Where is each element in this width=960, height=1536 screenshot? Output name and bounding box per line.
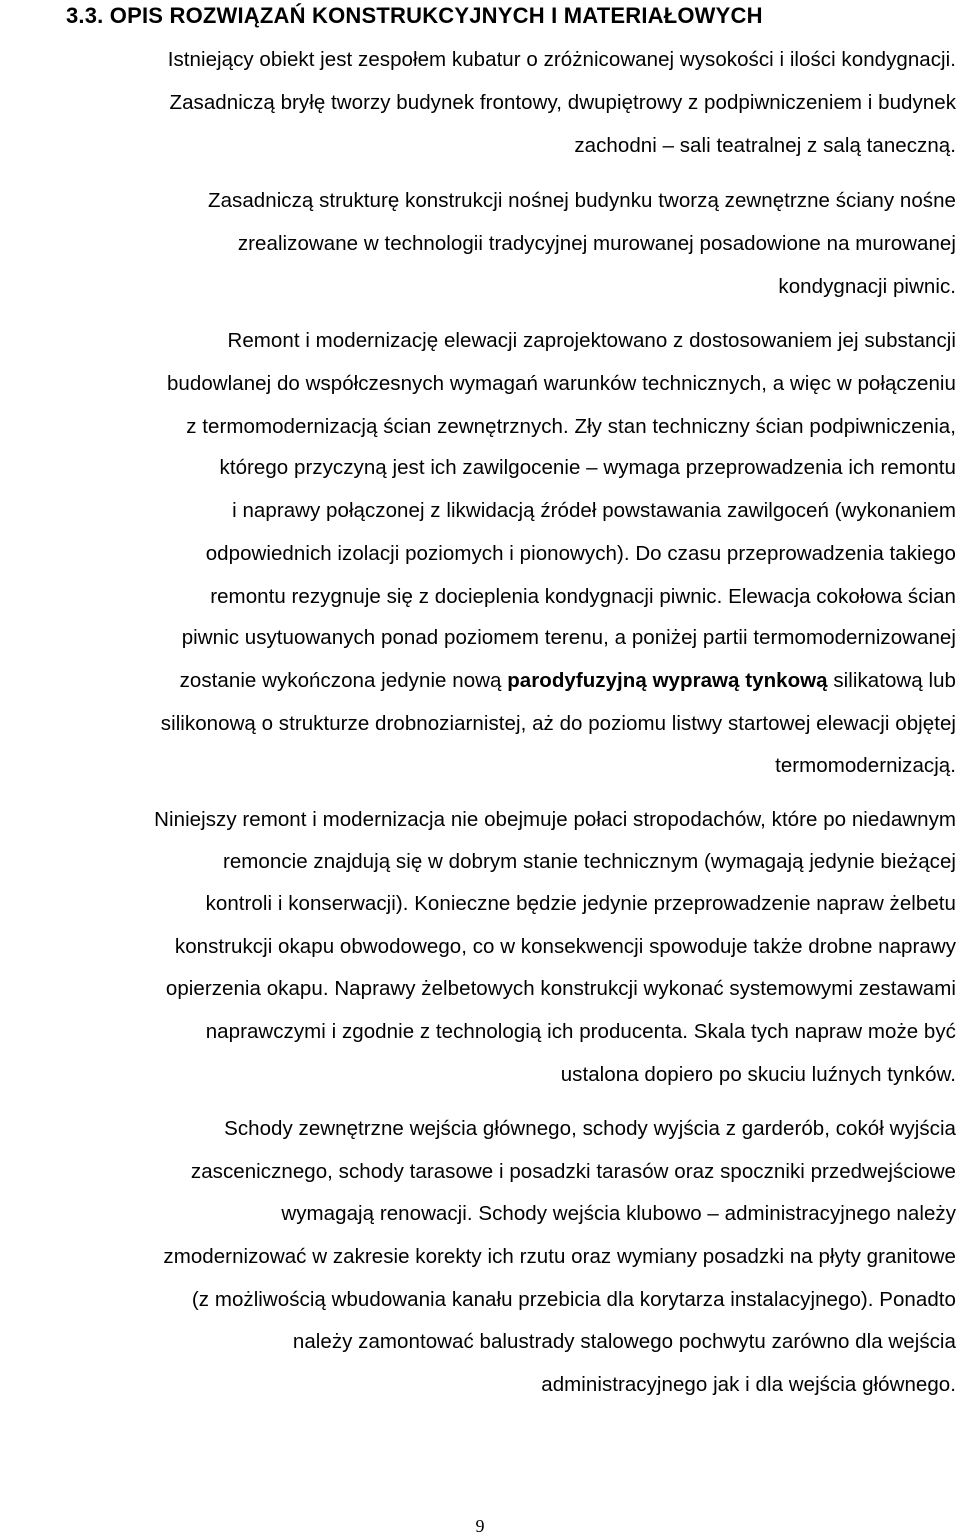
text-line: opierzenia okapu. Naprawy żelbetowych konstrukcji wykonać systemowymi zestawami xyxy=(165,977,956,1000)
text-line: administracyjnego jak i dla wejścia głównego. xyxy=(541,1373,956,1396)
text-line: Zasadniczą strukturę konstrukcji nośnej budynku tworzą zewnętrzne ściany nośne xyxy=(208,189,956,212)
text-line: naprawczymi i zgodnie z technologią ich producenta. Skala tych napraw może być xyxy=(205,1020,956,1043)
text-line: zmodernizować w zakresie korekty ich rzutu oraz wymiany posadzki na płyty granitowe xyxy=(163,1245,956,1268)
text-line: silikonową o strukturze drobnoziarnistej, aż do poziomu listwy startowej elewacji objętej xyxy=(160,712,956,735)
text-line: z termomodernizacją ścian zewnętrznych. Zły stan techniczny ścian podpiwniczenia, xyxy=(186,415,956,438)
text-line: Istniejący obiekt jest zespołem kubatur o zróżnicowanej wysokości i ilości kondygnacji. xyxy=(167,48,956,71)
text-line: należy zamontować balustrady stalowego pochwytu zarówno dla wejścia xyxy=(292,1330,956,1353)
text-line: Zasadniczą bryłę tworzy budynek frontowy, dwupiętrowy z podpiwniczeniem i budynek xyxy=(169,91,956,114)
text-line-bold-phrase xyxy=(180,669,956,693)
text-line: budowlanej do współczesnych wymagań warunków technicznych, a więc w połączeniu xyxy=(166,372,956,395)
text-line: zachodni – sali teatralnej z salą taneczną. xyxy=(574,134,956,157)
text-line: i naprawy połączonej z likwidacją źródeł powstawania zawilgoceń (wykonaniem xyxy=(232,499,956,522)
text-line: odpowiednich izolacji poziomych i pionowych). Do czasu przeprowadzenia takiego xyxy=(205,542,956,565)
text-line: ustalona dopiero po skuciu luźnych tynków. xyxy=(560,1063,956,1086)
section-heading: 3.3. OPIS ROZWIĄZAŃ KONSTRUKCYJNYCH I MATERIAŁOWYCH xyxy=(66,3,763,28)
text-line: piwnic usytuowanych ponad poziomem terenu, a poniżej partii termomodernizowanej xyxy=(181,626,956,649)
text-fragment: zostanie wykończona jedynie nową xyxy=(179,669,508,692)
text-line: Remont i modernizację elewacji zaprojektowano z dostosowaniem jej substancji xyxy=(227,329,956,352)
text-line: którego przyczyną jest ich zawilgocenie – wymaga przeprowadzenia ich remontu xyxy=(219,456,956,479)
text-fragment: silikatową lub xyxy=(827,669,956,692)
text-line: remoncie znajdują się w dobrym stanie technicznym (wymagają jedynie bieżącej xyxy=(222,850,956,873)
text-line: kondygnacji piwnic. xyxy=(778,275,956,298)
text-line: remontu rezygnuje się z docieplenia kondygnacji piwnic. Elewacja cokołowa ścian xyxy=(210,585,956,608)
bold-phrase: parodyfuzyjną wyprawą tynkową xyxy=(507,669,828,692)
text-line: wymagają renowacji. Schody wejścia klubowo – administracyjnego należy xyxy=(281,1202,956,1225)
text-line: kontroli i konserwacji). Konieczne będzie jedynie przeprowadzenie napraw żelbetu xyxy=(205,892,956,915)
text-line: zrealizowane w technologii tradycyjnej murowanej posadowione na murowanej xyxy=(237,232,956,255)
text-line: Niniejszy remont i modernizacja nie obejmuje połaci stropodachów, które po niedawnym xyxy=(154,808,956,831)
text-line: Schody zewnętrzne wejścia głównego, schody wyjścia z garderób, cokół wyjścia xyxy=(224,1117,956,1140)
text-line: (z możliwością wbudowania kanału przebicia dla korytarza instalacyjnego). Ponadto xyxy=(191,1288,956,1311)
page-number: 9 xyxy=(475,1516,485,1536)
text-line: termomodernizacją. xyxy=(775,754,956,777)
text-line: zascenicznego, schody tarasowe i posadzki tarasów oraz spoczniki przedwejściowe xyxy=(190,1160,956,1183)
text-line: konstrukcji okapu obwodowego, co w konsekwencji spowoduje także drobne naprawy xyxy=(174,935,956,958)
